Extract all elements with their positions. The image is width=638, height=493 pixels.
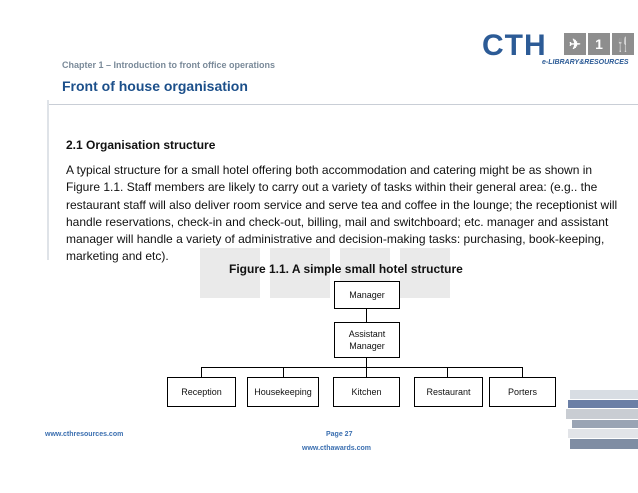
org-connector xyxy=(366,358,367,367)
org-connector xyxy=(283,367,284,377)
header-divider xyxy=(47,104,638,105)
org-connector xyxy=(201,367,202,377)
logo-subtitle: e-LIBRARY&RESOURCES xyxy=(542,59,629,66)
org-connector xyxy=(201,367,523,368)
figure-caption: Figure 1.1. A simple small hotel structure xyxy=(229,262,463,276)
cth-logo xyxy=(482,29,638,71)
section-subheading: 2.1 Organisation structure xyxy=(66,138,216,152)
footer-resources-link[interactable]: www.cthresources.com xyxy=(45,431,124,438)
org-connector xyxy=(447,367,448,377)
org-connector xyxy=(522,367,523,377)
footer-awards-link[interactable]: www.cthawards.com xyxy=(302,445,371,452)
org-box-department: Restaurant xyxy=(414,377,483,407)
margin-bar xyxy=(47,100,49,260)
org-box-assistant-manager: Assistant Manager xyxy=(334,322,400,358)
cutlery-icon: 🍴 xyxy=(612,33,634,55)
page-title: Front of house organisation xyxy=(62,78,248,94)
org-box-department: Housekeeping xyxy=(247,377,319,407)
org-box-department: Kitchen xyxy=(333,377,400,407)
org-box-department: Porters xyxy=(489,377,556,407)
org-box-department: Reception xyxy=(167,377,236,407)
chapter-heading: Chapter 1 – Introduction to front office operations xyxy=(62,60,276,70)
books-icon xyxy=(566,384,638,456)
page-number: Page 27 xyxy=(326,431,353,438)
org-connector xyxy=(366,309,367,322)
org-connector xyxy=(366,367,367,377)
plane-icon: ✈ xyxy=(564,33,586,55)
body-paragraph: A typical structure for a small hotel offering both accommodation and catering might be as shown in Figure 1.1. Staff members are likely to carry out a variety of tasks within their general area: (e.g.. the restaurant staff will also deliver room service and serve tea and coffee in the lounge; the receptionist will handle reservations, check-in and check-out, billing, mail and switchboard; etc. manager and assistant manager will handle a variety of administrative and decision-making tasks: purchasing, book-keeping, marketing and etc). xyxy=(66,163,618,264)
logo-text: CTH xyxy=(482,29,547,62)
logo-number: 1 xyxy=(588,33,610,55)
org-box-manager: Manager xyxy=(334,281,400,309)
